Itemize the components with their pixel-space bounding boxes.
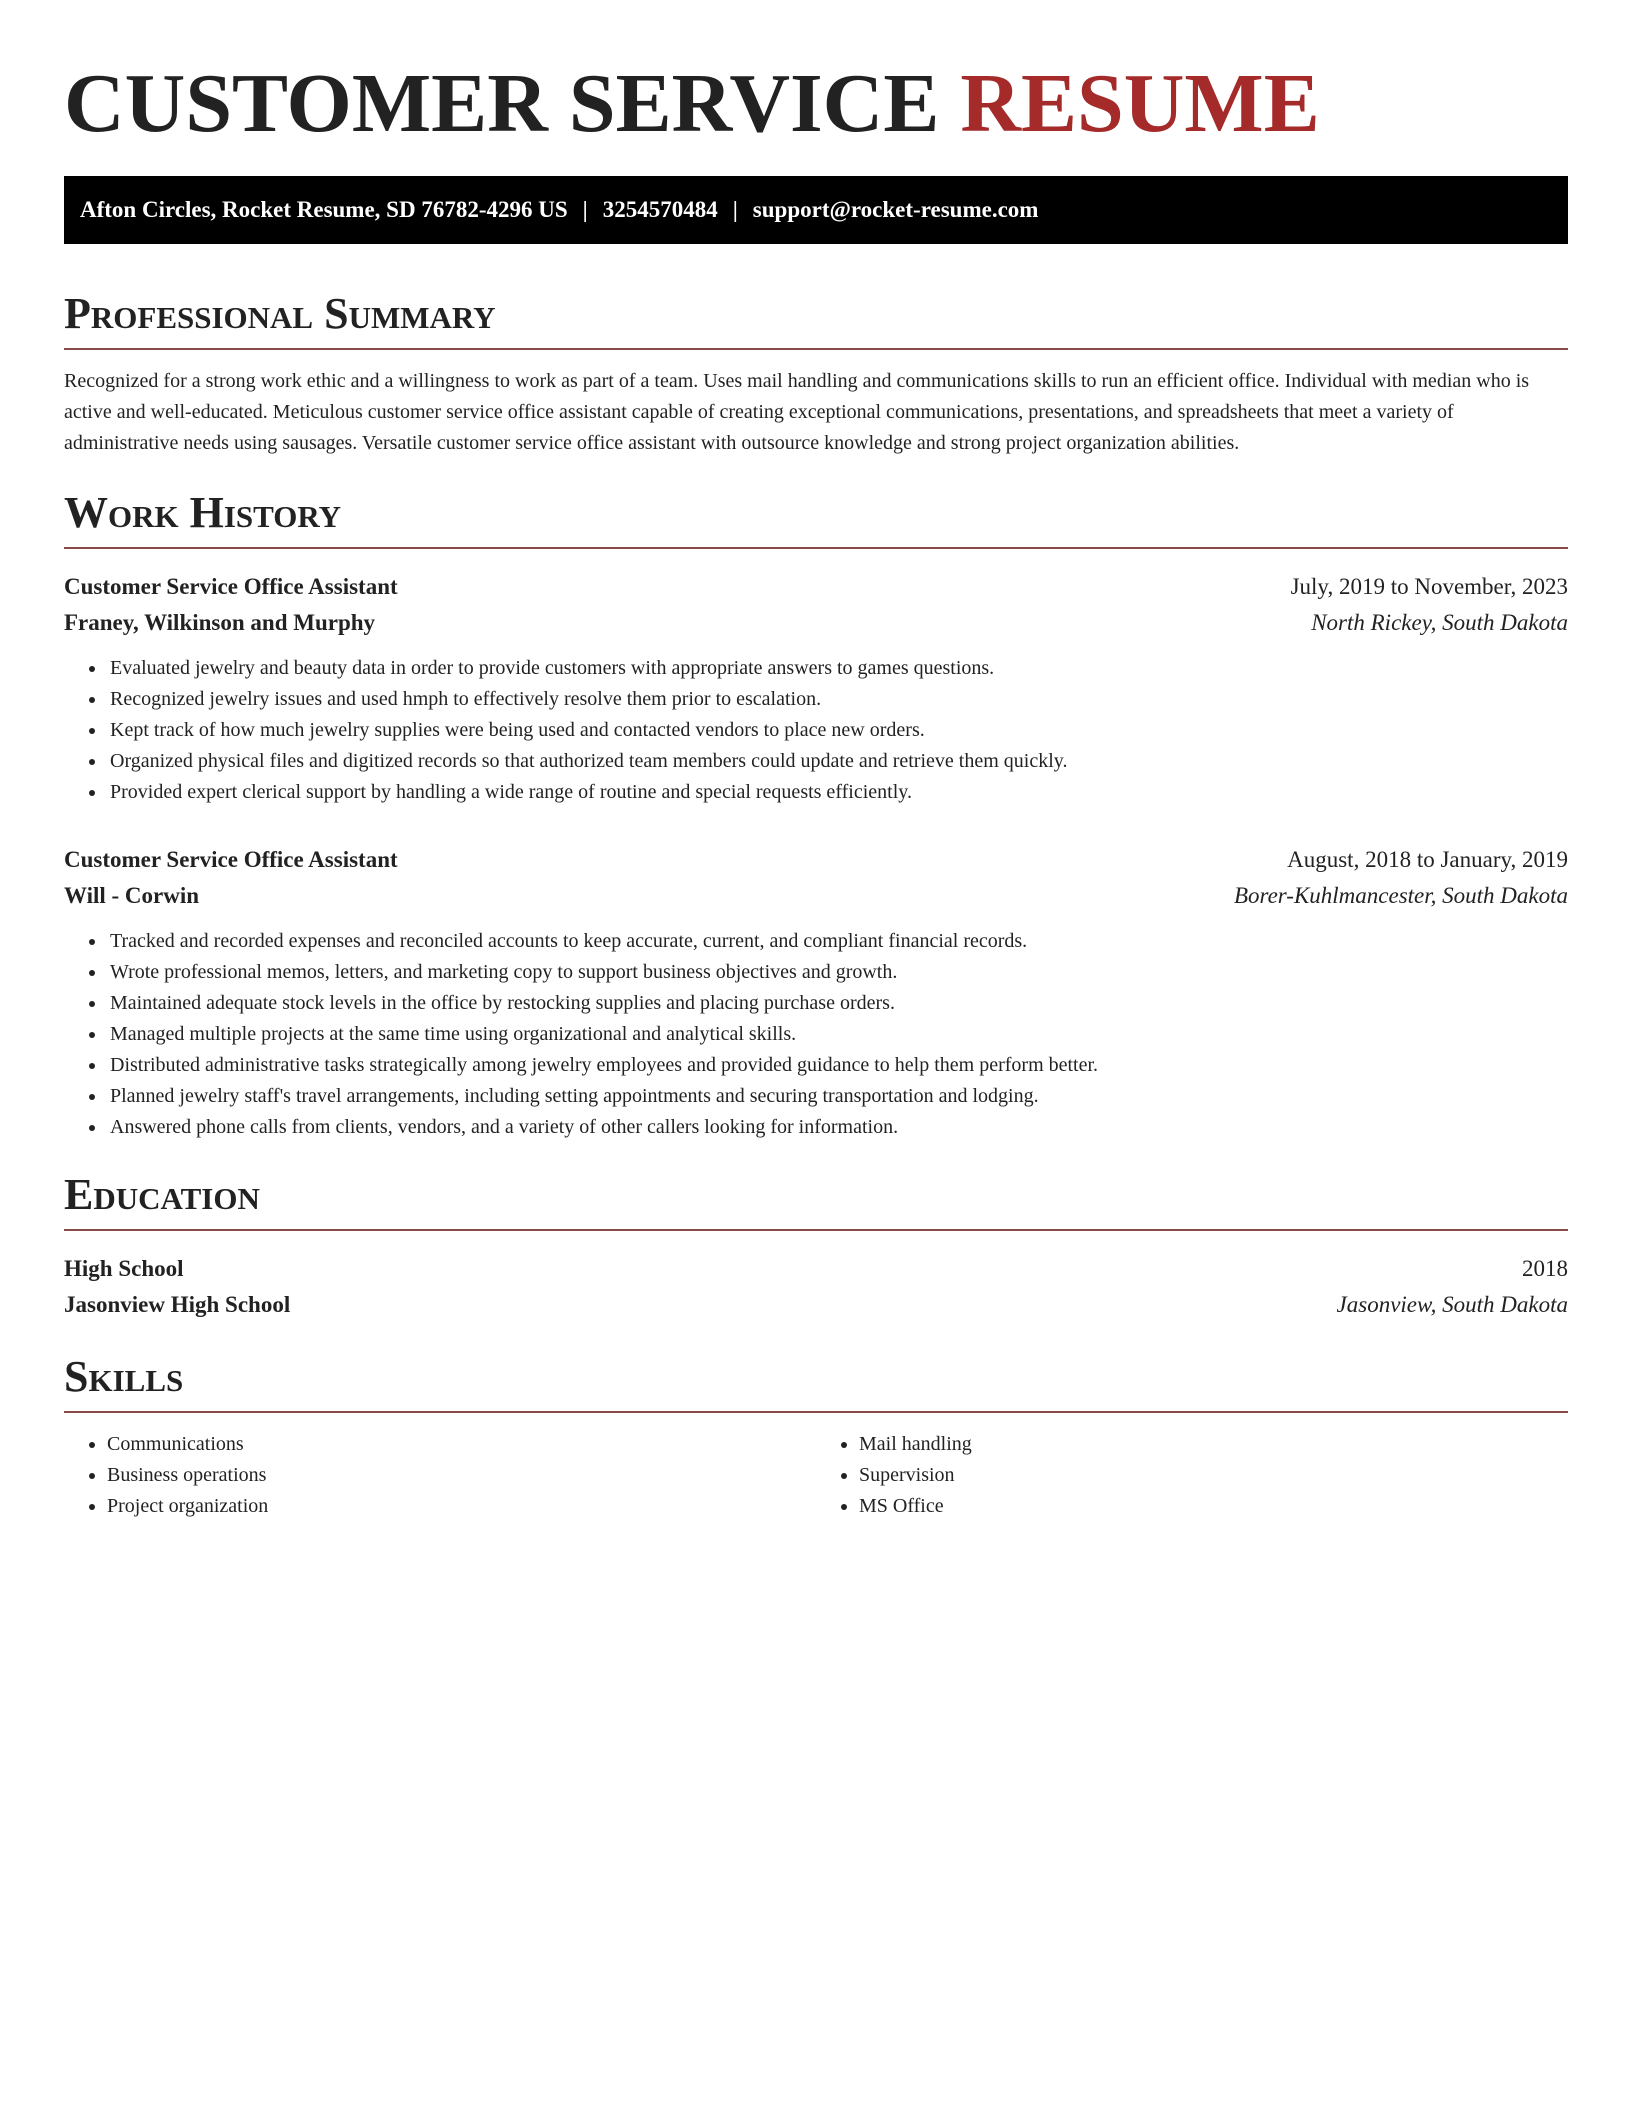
list-item: • Evaluated jewelry and beauty data in order to provide customers with appropriate answers to games questions. — [107, 653, 1568, 684]
job-title: Customer Service Office Assistant — [64, 574, 398, 599]
section-divider — [64, 547, 1568, 549]
list-item: • Managed multiple projects at the same time using organizational and analytical skills. — [107, 1019, 1568, 1050]
education-entry — [64, 1251, 1568, 1323]
job-entry-2 — [64, 842, 1568, 1143]
list-item: • Tracked and recorded expenses and reconciled accounts to keep accurate, current, and compliant financial records. — [107, 926, 1568, 957]
education-year: 2018 — [1522, 1256, 1568, 1281]
skill-item: • Communications — [107, 1429, 816, 1460]
list-item: • Answered phone calls from clients, vendors, and a variety of other callers looking for information. — [107, 1112, 1568, 1143]
contact-bar — [64, 176, 1568, 244]
title-main: CUSTOMER SERVICE — [64, 57, 940, 150]
skill-item: • MS Office — [859, 1491, 1568, 1522]
job-entry-1 — [64, 569, 1568, 808]
education-heading: Education — [64, 1170, 260, 1219]
list-item: • Recognized jewelry issues and used hmph to effectively resolve them prior to escalation. — [107, 684, 1568, 715]
job-bullets — [64, 926, 1568, 1143]
job-bullets — [64, 653, 1568, 808]
skill-item: • Business operations — [107, 1460, 816, 1491]
contact-separator: | — [582, 197, 588, 222]
education-degree-row — [64, 1251, 1568, 1287]
skills-left-column — [64, 1429, 816, 1522]
skills-heading: Skills — [64, 1352, 184, 1401]
summary-text: Recognized for a strong work ethic and a willingness to work as part of a team. Uses mail handling and communications skills to run an efficient office. Individual with median who is active and well-educated. Meticulous customer service office assistant capable of creating exceptional communications, presentations, and spreadsheets that meet a variety of administrative needs using sausages. Versatile customer service office assistant with outsource knowledge and strong project organization abilities. — [64, 370, 1530, 454]
job-company-row — [64, 605, 1568, 641]
education-degree: High School — [64, 1256, 184, 1281]
contact-address: Afton Circles, Rocket Resume, SD 76782-4296 US — [80, 197, 568, 222]
skill-item: • Project organization — [107, 1491, 816, 1522]
section-divider — [64, 1229, 1568, 1231]
summary-heading: Professional Summary — [64, 289, 496, 338]
list-item: • Provided expert clerical support by handling a wide range of routine and special requests efficiently. — [107, 777, 1568, 808]
job-company-row — [64, 878, 1568, 914]
education-school: Jasonview High School — [64, 1292, 291, 1317]
skills-grid — [64, 1429, 1568, 1522]
work-history-heading: Work History — [64, 488, 342, 537]
resume-title — [64, 56, 1568, 152]
list-item: • Maintained adequate stock levels in the office by restocking supplies and placing purchase orders. — [107, 988, 1568, 1019]
list-item: • Wrote professional memos, letters, and marketing copy to support business objectives and growth. — [107, 957, 1568, 988]
job-company: Will - Corwin — [64, 883, 200, 908]
section-divider — [64, 348, 1568, 350]
education-school-row — [64, 1287, 1568, 1323]
contact-email: support@rocket-resume.com — [752, 197, 1039, 222]
list-item: • Planned jewelry staff's travel arrangements, including setting appointments and securing transportation and lodging. — [107, 1081, 1568, 1112]
job-dates: August, 2018 to January, 2019 — [1287, 847, 1568, 872]
job-location: Borer-Kuhlmancester, South Dakota — [1233, 883, 1568, 908]
job-dates: July, 2019 to November, 2023 — [1290, 574, 1568, 599]
education-location: Jasonview, South Dakota — [1336, 1292, 1568, 1317]
list-item: • Organized physical files and digitized records so that authorized team members could update and retrieve them quickly. — [107, 746, 1568, 777]
skill-item: • Mail handling — [859, 1429, 1568, 1460]
job-header-row — [64, 842, 1568, 878]
job-header-row — [64, 569, 1568, 605]
contact-separator: | — [732, 197, 738, 222]
section-divider — [64, 1411, 1568, 1413]
job-title: Customer Service Office Assistant — [64, 847, 398, 872]
contact-phone: 3254570484 — [602, 197, 718, 222]
list-item: • Kept track of how much jewelry supplies were being used and contacted vendors to place new orders. — [107, 715, 1568, 746]
skill-item: • Supervision — [859, 1460, 1568, 1491]
skills-right-column — [816, 1429, 1568, 1522]
title-accent: RESUME — [960, 57, 1320, 150]
job-location: North Rickey, South Dakota — [1311, 610, 1568, 635]
list-item: • Distributed administrative tasks strategically among jewelry employees and provided guidance to help them perform better. — [107, 1050, 1568, 1081]
job-company: Franey, Wilkinson and Murphy — [64, 610, 376, 635]
